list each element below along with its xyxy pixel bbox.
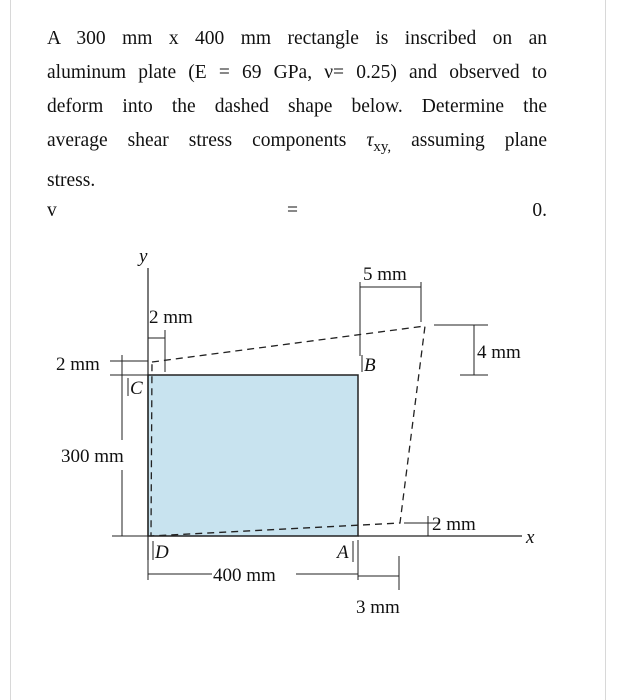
dim-2mm-top-label: 2 mm xyxy=(149,307,193,328)
plate-rectangle xyxy=(148,375,358,536)
dim-400mm-label: 400 mm xyxy=(213,565,276,586)
corner-d-label: D xyxy=(155,542,169,563)
problem-line-2: aluminum plate (E = 69 GPa, ν= 0.25) and observed to xyxy=(47,62,547,83)
problem-line-1: A 300 mm x 400 mm rectangle is inscribed on an xyxy=(47,28,547,49)
dim-2mm-left-label: 2 mm xyxy=(56,354,100,375)
dim-2mm-right-label: 2 mm xyxy=(432,514,476,535)
problem-line-4-post: assuming plane xyxy=(391,130,547,151)
problem-line-4-pre: average shear stress components xyxy=(47,130,367,151)
corner-c-label: C xyxy=(130,378,143,399)
dim-300mm-label: 300 mm xyxy=(61,446,124,467)
answer-equals: = xyxy=(287,200,298,221)
problem-line-3: deform into the dashed shape below. Determine the xyxy=(47,96,547,117)
answer-value: 0. xyxy=(532,200,547,221)
tau-subscript: xy, xyxy=(373,139,392,155)
x-axis-label: x xyxy=(526,527,535,548)
problem-line-5: stress. xyxy=(47,170,96,191)
dim-5mm-label: 5 mm xyxy=(363,264,407,285)
corner-a-label: A xyxy=(337,542,349,563)
tau-symbol: τ xyxy=(366,130,374,151)
y-axis-label: y xyxy=(139,246,148,267)
corner-b-label: B xyxy=(364,355,376,376)
dim-3mm-label: 3 mm xyxy=(356,597,400,618)
dim-4mm-label: 4 mm xyxy=(477,342,521,363)
answer-variable: v xyxy=(47,200,57,221)
